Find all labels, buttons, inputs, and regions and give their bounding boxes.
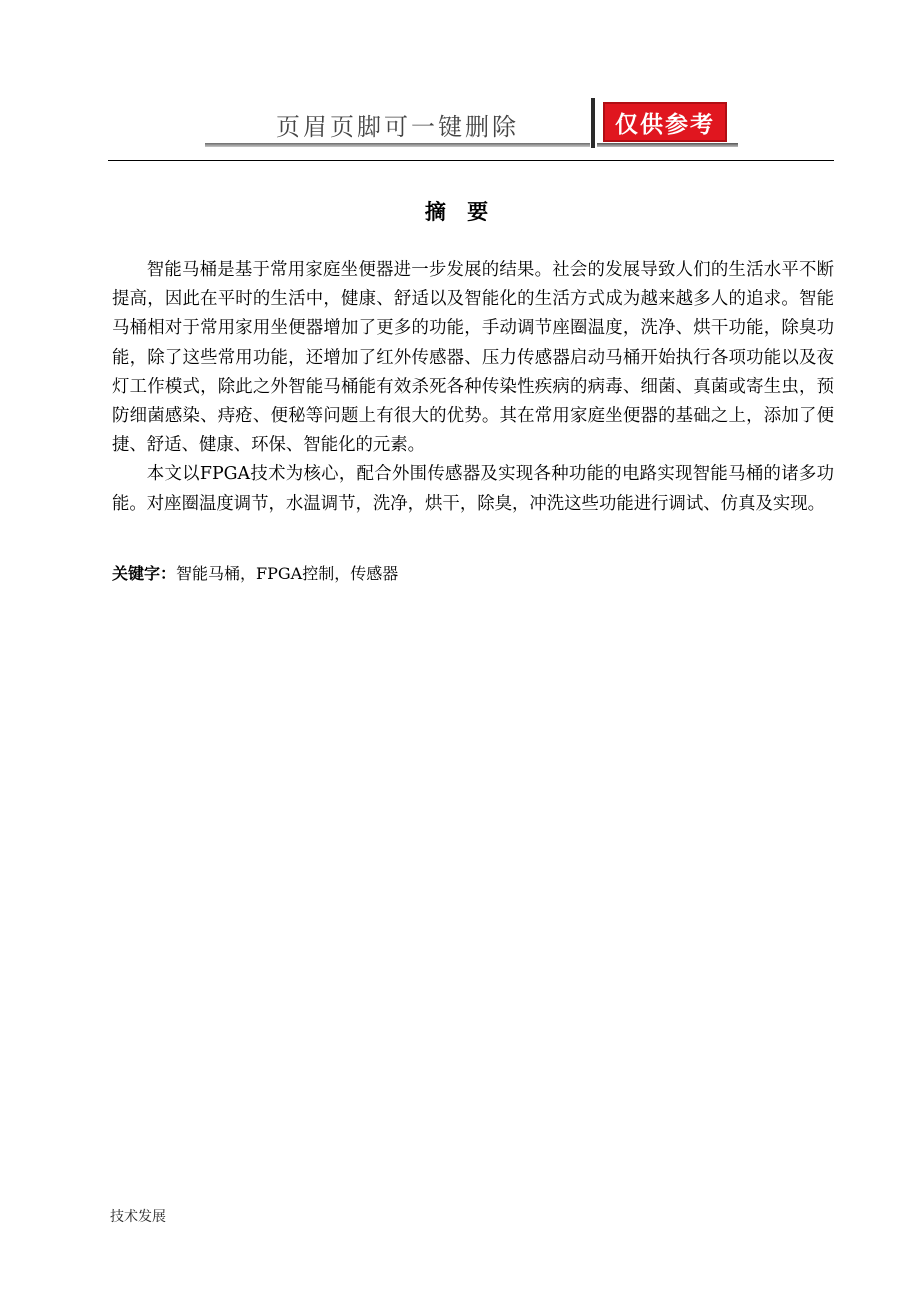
keywords-label: 关键字： bbox=[112, 564, 177, 583]
reference-only-badge: 仅供参考 bbox=[603, 102, 727, 142]
abstract-paragraph-1: 智能马桶是基于常用家庭坐便器进一步发展的结果。社会的发展导致人们的生活水平不断提高，因此在平时的生活中，健康、舒适以及智能化的生活方式成为越来越多人的追求。智能马桶相对于常用家用坐便器增加了更多的功能，手动调节座圈温度，洗净、烘干功能，除臭功能，除了这些常用功能，还增加了红外传感器、压力传感器启动马桶开始执行各项功能以及夜灯工作模式，除此之外智能马桶能有效杀死各种传染性疾病的病毒、细菌、真菌或寄生虫，预防细菌感染、痔疮、便秘等问题上有很大的优势。其在常用家庭坐便器的基础之上，添加了便捷、舒适、健康、环保、智能化的元素。 bbox=[112, 260, 834, 456]
keywords-value: 智能马桶，FPGA控制，传感器 bbox=[176, 564, 399, 583]
banner-underline bbox=[205, 143, 590, 147]
header-rule bbox=[108, 160, 834, 161]
banner-divider bbox=[591, 98, 595, 148]
abstract-body bbox=[112, 256, 834, 519]
abstract-paragraph-2: 本文以FPGA技术为核心，配合外围传感器及实现各种功能的电路实现智能马桶的诸多功能。对座圈温度调节，水温调节，洗净，烘干，除臭，冲洗这些功能进行调试、仿真及实现。 bbox=[112, 464, 834, 514]
header-banner-note: 页眉页脚可一键删除 bbox=[276, 112, 519, 141]
badge-underline bbox=[597, 143, 738, 147]
keywords-line bbox=[112, 563, 398, 585]
header-banner bbox=[205, 98, 738, 150]
page-footer: 技术发展 bbox=[110, 1209, 166, 1225]
abstract-title: 摘 要 bbox=[424, 200, 496, 224]
